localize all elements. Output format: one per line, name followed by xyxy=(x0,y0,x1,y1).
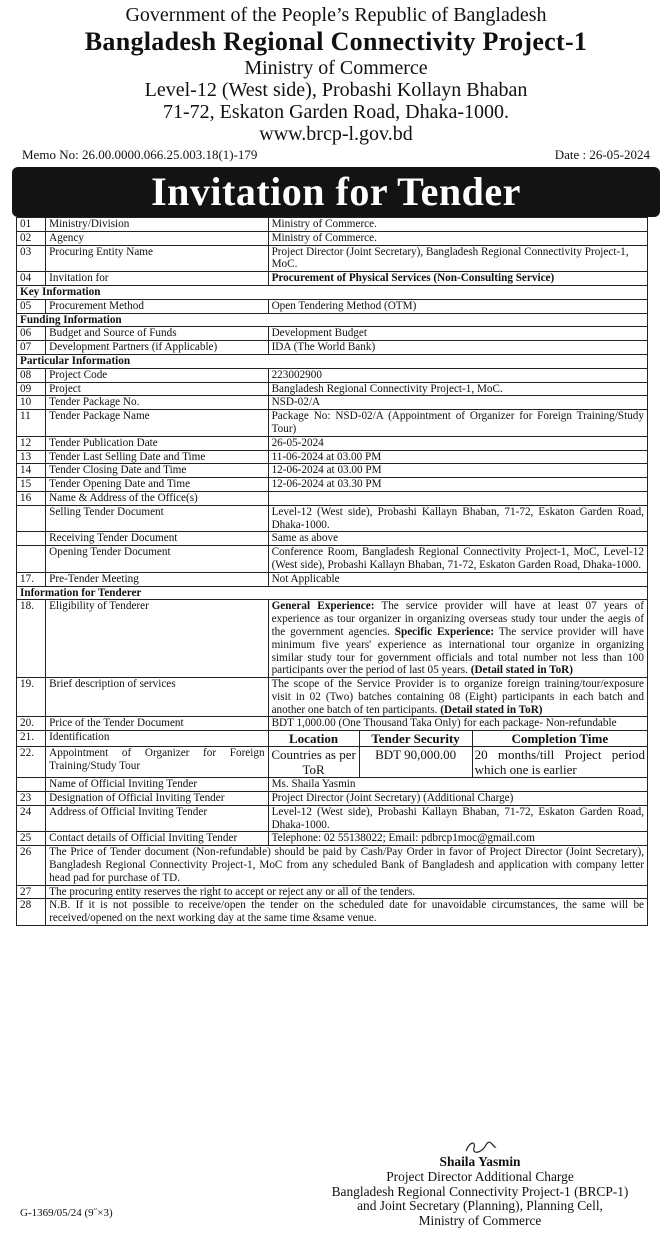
row-value: Same as above xyxy=(268,532,647,546)
row-number: 10 xyxy=(17,396,46,410)
row-label: Development Partners (if Applicable) xyxy=(46,341,268,355)
table-row xyxy=(17,572,648,586)
section-title: Funding Information xyxy=(17,313,648,327)
row-label: Opening Tender Document xyxy=(46,546,268,573)
section-title: Particular Information xyxy=(17,354,648,368)
row-number: 20. xyxy=(17,717,46,731)
row-label: Procurement Method xyxy=(46,299,268,313)
row-label: Receiving Tender Document xyxy=(46,532,268,546)
row-label: Ministry/Division xyxy=(46,218,268,232)
table-row xyxy=(17,299,648,313)
table-row xyxy=(17,341,648,355)
table-row xyxy=(17,832,648,846)
row-label: Budget and Source of Funds xyxy=(46,327,268,341)
row-value: 12-06-2024 at 03.30 PM xyxy=(268,478,647,492)
row-value: Open Tendering Method (OTM) xyxy=(268,299,647,313)
row-number: 18. xyxy=(17,600,46,678)
row-value xyxy=(268,600,647,678)
row-label: Price of the Tender Document xyxy=(46,717,268,731)
row-value: 11-06-2024 at 03.00 PM xyxy=(268,450,647,464)
row-value: Project Director (Joint Secretary), Bangladesh Regional Connectivity Project-1, MoC. xyxy=(268,245,647,272)
row-number: 13 xyxy=(17,450,46,464)
signatory-project: Bangladesh Regional Connectivity Project-1 (BRCP-1) xyxy=(331,1183,629,1199)
row-number: 09 xyxy=(17,382,46,396)
row-label: Tender Opening Date and Time xyxy=(46,478,268,492)
section-title: Key Information xyxy=(17,285,648,299)
section-header xyxy=(17,285,648,299)
row-number: 23 xyxy=(17,792,46,806)
row-number: 12 xyxy=(17,436,46,450)
table-row xyxy=(17,885,648,899)
table-row xyxy=(17,368,648,382)
table-row xyxy=(17,327,648,341)
row-value: Telephone: 02 55138022; Email: pdbrcp1moc@gmail.com xyxy=(268,832,647,846)
row-value: Project Director (Joint Secretary) (Additional Charge) xyxy=(268,792,647,806)
signatory-title: Project Director Additional Charge xyxy=(386,1168,574,1184)
row-label: Identification xyxy=(46,731,268,747)
table-row xyxy=(17,600,648,678)
table-row xyxy=(17,410,648,437)
row-label: Designation of Official Inviting Tender xyxy=(46,792,268,806)
table-row xyxy=(17,792,648,806)
section-header xyxy=(17,313,648,327)
row-number: 26 xyxy=(17,846,46,885)
table-row xyxy=(17,245,648,272)
row-number: 14 xyxy=(17,464,46,478)
row-number: 28 xyxy=(17,899,46,926)
identification-grid xyxy=(268,731,647,778)
row-number: 11 xyxy=(17,410,46,437)
tender-security-value: BDT 90,000.00 xyxy=(359,747,472,778)
row-label: Tender Package Name xyxy=(46,410,268,437)
footer-code: G-1369/05/24 (9˝×3) xyxy=(20,1207,113,1219)
table-row xyxy=(17,805,648,832)
row-number xyxy=(17,532,46,546)
completion-time-value: 20 months/till Project period which one is earlier xyxy=(474,747,645,778)
row-value: Bangladesh Regional Connectivity Project-1, MoC. xyxy=(268,382,647,396)
row-value: Level-12 (West side), Probashi Kallayn Bhaban, 71-72, Eskaton Garden Road, Dhaka-1000. xyxy=(268,505,647,532)
row-value: Conference Room, Bangladesh Regional Connectivity Project-1, MoC, Level-12 (West side), Probashi Kallayn Bhaban, 71-72, Eskaton Garden Road, Dhaka-1000. xyxy=(268,546,647,573)
row-label: Eligibility of Tenderer xyxy=(46,600,268,678)
table-row xyxy=(17,478,648,492)
row-value xyxy=(268,491,647,505)
memo-row xyxy=(0,147,672,163)
table-row xyxy=(17,491,648,505)
row-value: BDT 1,000.00 (One Thousand Taka Only) for each package- Non-refundable xyxy=(268,717,647,731)
location-value: Countries as per ToR xyxy=(269,747,360,778)
table-row xyxy=(17,382,648,396)
page-title: Invitation for Tender xyxy=(12,167,660,217)
signature-block xyxy=(300,1139,660,1229)
specific-experience-heading: Specific Experience: xyxy=(394,625,495,638)
row-label: Brief description of services xyxy=(46,678,268,717)
signatory-ministry: Ministry of Commerce xyxy=(418,1213,542,1229)
row-number: 07 xyxy=(17,341,46,355)
row-value: 26-05-2024 xyxy=(268,436,647,450)
row-label: Selling Tender Document xyxy=(46,505,268,532)
row-number: 06 xyxy=(17,327,46,341)
row-label: Name of Official Inviting Tender xyxy=(46,778,268,792)
website-link[interactable]: www.brcp-l.gov.bd xyxy=(259,123,413,145)
row-value: The procuring entity reserves the right to accept or reject any or all of the tenders. xyxy=(46,885,648,899)
row-value: 223002900 xyxy=(268,368,647,382)
row-value: Development Budget xyxy=(268,327,647,341)
table-row xyxy=(17,450,648,464)
row-number: 17. xyxy=(17,572,46,586)
row-label: Appointment of Organizer for Foreign Training/Study Tour xyxy=(46,747,268,778)
completion-time-header: Completion Time xyxy=(472,731,647,747)
general-experience-text: The service provider will have at least 07 years of experience as tour organizer in organizing overseas study tour under the aegis of the government agencies. xyxy=(271,600,644,638)
row-label: Tender Closing Date and Time xyxy=(46,464,268,478)
row-label: Address of Official Inviting Tender xyxy=(46,805,268,832)
row-value: IDA (The World Bank) xyxy=(268,341,647,355)
signatory-name: Shaila Yasmin xyxy=(439,1154,521,1169)
row-label: Tender Publication Date xyxy=(46,436,268,450)
letterhead xyxy=(0,4,672,145)
row-label: Contact details of Official Inviting Tender xyxy=(46,832,268,846)
section-title: Information for Tenderer xyxy=(17,586,648,600)
ministry-line: Ministry of Commerce xyxy=(244,57,428,79)
memo-date: Date : 26-05-2024 xyxy=(554,147,650,162)
table-row xyxy=(17,678,648,717)
table-row xyxy=(17,231,648,245)
project-name: Bangladesh Regional Connectivity Project-1 xyxy=(84,27,588,56)
row-number xyxy=(17,778,46,792)
row-number: 04 xyxy=(17,272,46,286)
row-value xyxy=(268,678,647,717)
row-value: Ms. Shaila Yasmin xyxy=(268,778,647,792)
table-row xyxy=(17,272,648,286)
row-number: 03 xyxy=(17,245,46,272)
tender-security-header: Tender Security xyxy=(359,731,472,747)
row-value: The Price of Tender document (Non-refundable) should be paid by Cash/Pay Order in favor of Project Director (Joint Secretary), Bangladesh Regional Connectivity Project-1, MoC from any scheduled Bank of Bangladesh and application with company letter head pad for purchase of TD. xyxy=(46,846,648,885)
row-label: Project Code xyxy=(46,368,268,382)
table-row xyxy=(17,717,648,731)
row-value: Not Applicable xyxy=(268,572,647,586)
section-header xyxy=(17,586,648,600)
row-value: Level-12 (West side), Probashi Kallayn Bhaban, 71-72, Eskaton Garden Road, Dhaka-1000. xyxy=(268,805,647,832)
detail-note: (Detail stated in ToR) xyxy=(440,703,543,716)
table-row xyxy=(17,731,648,747)
row-number: 22. xyxy=(17,747,46,778)
table-row xyxy=(17,778,648,792)
address-line-1: Level-12 (West side), Probashi Kollayn Bhaban xyxy=(144,79,528,101)
row-number: 19. xyxy=(17,678,46,717)
row-label: Agency xyxy=(46,231,268,245)
row-number: 21. xyxy=(17,731,46,747)
detail-note: (Detail stated in ToR) xyxy=(470,664,573,677)
row-label: Tender Last Selling Date and Time xyxy=(46,450,268,464)
memo-number: Memo No: 26.00.0000.066.25.003.18(1)-179 xyxy=(22,147,258,162)
row-label: Pre-Tender Meeting xyxy=(46,572,268,586)
row-number: 27 xyxy=(17,885,46,899)
row-number xyxy=(17,546,46,573)
handwritten-signature-icon xyxy=(300,1139,660,1155)
table-row xyxy=(17,532,648,546)
row-number: 05 xyxy=(17,299,46,313)
table-row xyxy=(17,464,648,478)
row-label: Name & Address of the Office(s) xyxy=(46,491,268,505)
row-number: 08 xyxy=(17,368,46,382)
row-label: Tender Package No. xyxy=(46,396,268,410)
signatory-secondary-title: and Joint Secretary (Planning), Planning Cell, xyxy=(357,1198,603,1214)
row-value: Ministry of Commerce. xyxy=(268,231,647,245)
tender-table xyxy=(16,217,648,926)
row-number: 01 xyxy=(17,218,46,232)
table-row xyxy=(17,436,648,450)
row-label: Procuring Entity Name xyxy=(46,245,268,272)
table-row xyxy=(17,505,648,532)
table-row xyxy=(17,899,648,926)
table-row xyxy=(17,218,648,232)
row-value: Ministry of Commerce. xyxy=(268,218,647,232)
row-label: Invitation for xyxy=(46,272,268,286)
government-line: Government of the People’s Republic of Bangladesh xyxy=(125,4,547,26)
tender-notice-page xyxy=(0,4,672,1235)
row-value: NSD-02/A xyxy=(268,396,647,410)
row-label: Project xyxy=(46,382,268,396)
row-number: 02 xyxy=(17,231,46,245)
row-number: 16 xyxy=(17,491,46,505)
row-number: 24 xyxy=(17,805,46,832)
address-line-2: 71-72, Eskaton Garden Road, Dhaka-1000. xyxy=(162,101,510,123)
specific-experience-text: The service provider will have minimum five years' experience as international tour organize in organizing similar study tour for government officials and total number not less than 100 participants over the period of last 05 years. xyxy=(271,625,644,677)
location-header: Location xyxy=(269,731,360,747)
services-text: The scope of the Service Provider is to organize foreign training/tour/exposure visit in 02 (Two) batches containing 08 (Eight) participants in each batch and another one batch of ten participants. xyxy=(271,678,644,716)
section-header xyxy=(17,354,648,368)
row-number xyxy=(17,505,46,532)
general-experience-heading: General Experience: xyxy=(271,600,375,613)
table-row xyxy=(17,396,648,410)
row-value: 12-06-2024 at 03.00 PM xyxy=(268,464,647,478)
row-number: 15 xyxy=(17,478,46,492)
table-row xyxy=(17,546,648,573)
row-number: 25 xyxy=(17,832,46,846)
row-value: N.B. If it is not possible to receive/open the tender on the scheduled date for unavoidable circumstances, the same will be received/opened on the next working day at the same time &same venue. xyxy=(46,899,648,926)
row-value: Procurement of Physical Services (Non-Consulting Service) xyxy=(268,272,647,286)
row-value: Package No: NSD-02/A (Appointment of Organizer for Foreign Training/Study Tour) xyxy=(268,410,647,437)
table-row xyxy=(17,846,648,885)
